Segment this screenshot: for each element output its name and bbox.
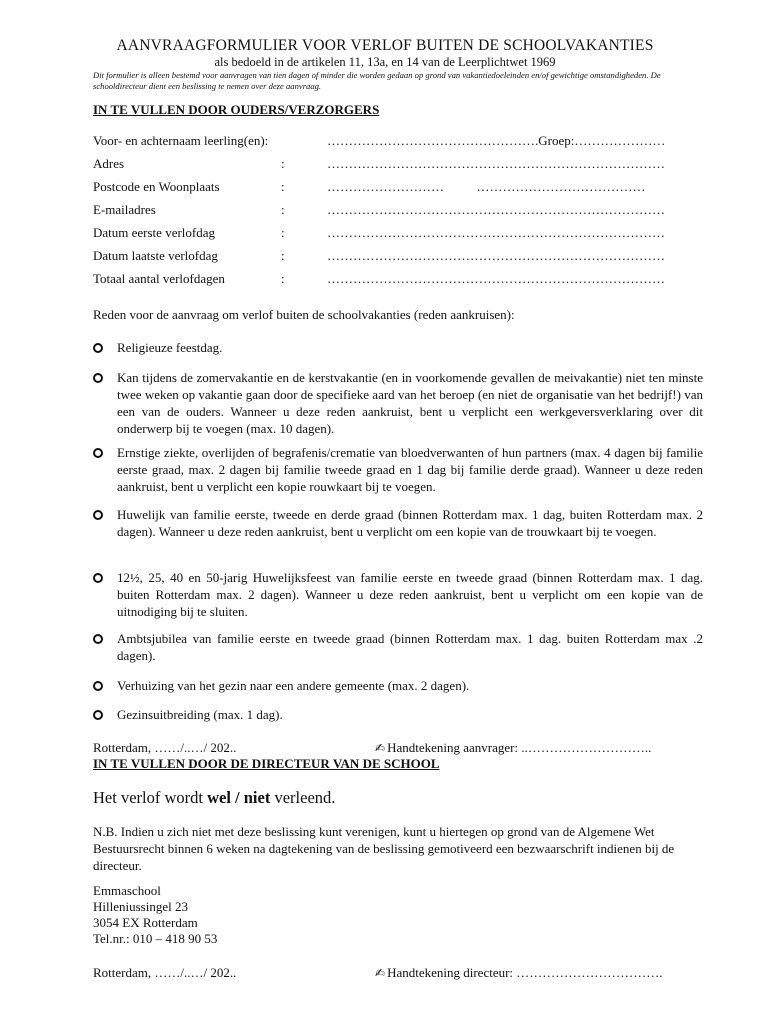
field-colon: :	[281, 179, 285, 194]
radio-circle-icon[interactable]	[93, 710, 103, 720]
director-section-heading: IN TE VULLEN DOOR DE DIRECTEUR VAN DE SCHOOL	[93, 756, 440, 771]
objection-note: N.B. Indien u zich niet met deze beslissing kunt verenigen, kunt u hiertegen op grond van de Algemene Wet Bestuursrecht binnen 6 weken na dagtekening van de beslissing gemotiveerd een bezwaarschrift indienen bij de directeur.	[93, 824, 675, 873]
school-postcode-city: 3054 EX Rotterdam	[93, 915, 198, 930]
field-postcode-city[interactable]	[93, 179, 693, 197]
field-fill-line[interactable]: ……………………………………………………………………	[327, 248, 665, 263]
place-date-field[interactable]: Rotterdam, ……/..…/ 202..	[93, 965, 237, 980]
field-label: Voor- en achternaam leerling(en):	[93, 133, 269, 148]
field-colon: :	[281, 156, 285, 171]
field-fill-line[interactable]: ……………………………………………………………………	[327, 225, 665, 240]
reason-intro: Reden voor de aanvraag om verlof buiten de schoolvakanties (reden aankruisen):	[93, 307, 515, 322]
decision-post: verleend.	[270, 788, 336, 807]
field-label: Datum eerste verlofdag	[93, 225, 216, 240]
applicant-signature-field[interactable]	[375, 740, 651, 756]
applicant-signature-line	[93, 740, 703, 757]
signature-label: Handtekening aanvrager: ..………………………..	[387, 740, 652, 755]
field-fill-line[interactable]: ……………………………………………………………………	[327, 156, 665, 171]
signature-label: Handtekening directeur: …………………………….	[387, 965, 663, 980]
reason-text: Kan tijdens de zomervakantie en de kerstvakantie (en in voorkomende gevallen de meivakantie) niet ten minste twee weken op vakantie gaan door de specifieke aard van het beroep (en niet de organisatie van het bedrijf!) van een van de ouders. Wanneer u deze reden aankruist, bent u verplicht een werkgeversverklaring over dit onderwerp bij te voegen (max. 10 dagen).	[117, 370, 703, 436]
director-signature-field[interactable]	[375, 965, 663, 981]
decision-statement	[93, 788, 335, 808]
pen-icon: ✍	[375, 966, 386, 980]
field-colon: :	[281, 225, 285, 240]
decision-choice[interactable]: wel / niet	[207, 788, 271, 807]
field-colon: :	[281, 271, 285, 286]
decision-pre: Het verlof wordt	[93, 788, 208, 807]
reason-text: Ambtsjubilea van familie eerste en tweede graad (binnen Rotterdam max. 1 dag. buiten Rotterdam max .2 dagen).	[117, 631, 703, 663]
school-street: Hilleniussingel 23	[93, 899, 188, 914]
radio-circle-icon[interactable]	[93, 373, 103, 383]
radio-circle-icon[interactable]	[93, 634, 103, 644]
field-student-name[interactable]	[93, 133, 693, 151]
field-address[interactable]	[93, 156, 693, 174]
school-address	[93, 883, 217, 947]
field-last-leave-day[interactable]	[93, 248, 693, 266]
field-label: Postcode en Woonplaats	[93, 179, 220, 194]
field-fill-line[interactable]: ……………………………………………………………………	[327, 202, 665, 217]
radio-circle-icon[interactable]	[93, 573, 103, 583]
school-phone: Tel.nr.: 010 – 418 90 53	[93, 931, 218, 946]
field-fill-line[interactable]: ………………………………………….Groep:…………………	[327, 133, 666, 148]
field-colon: :	[281, 248, 285, 263]
field-label: Datum laatste verlofdag	[93, 248, 218, 263]
school-name: Emmaschool	[93, 883, 161, 898]
field-label: Totaal aantal verlofdagen	[93, 271, 225, 286]
field-email[interactable]	[93, 202, 693, 220]
field-label: Adres	[93, 156, 125, 171]
form-intro: Dit formulier is alleen bestemd voor aanvragen van tien dagen of minder die worden gedaan op grond van vakantiedoeleinden en/of gewichtige omstandigheden. De schooldirecteur dient een beslissing te nemen over deze aanvraag.	[93, 70, 661, 91]
director-signature-line	[93, 965, 703, 982]
reason-text: Ernstige ziekte, overlijden of begrafenis/crematie van bloedverwanten of hun partners (max. 4 dagen bij familie eerste graad, max. 2 dagen bij familie tweede graad en 1 dag bij familie derde graad). Wanneer u deze reden aankruist, bent u verplicht een kopie rouwkaart bij te voegen.	[117, 445, 703, 494]
field-label: E-mailadres	[93, 202, 156, 217]
field-fill-line[interactable]: ……………………… …………………………………	[327, 179, 646, 194]
radio-circle-icon[interactable]	[93, 510, 103, 520]
field-fill-line[interactable]: ……………………………………………………………………	[327, 271, 665, 286]
reason-text: Religieuze feestdag.	[117, 340, 223, 355]
field-colon: :	[281, 202, 285, 217]
reason-text: Gezinsuitbreiding (max. 1 dag).	[117, 707, 283, 722]
reason-text: 12½, 25, 40 en 50-jarig Huwelijksfeest van familie eerste en tweede graad (binnen Rotterdam max. 1 dag. buiten Rotterdam max. 2 dagen). Wanneer u deze reden aankruist, bent u verplicht om een kopie van de uitnodiging bij te sluiten.	[117, 570, 703, 619]
radio-circle-icon[interactable]	[93, 343, 103, 353]
field-first-leave-day[interactable]	[93, 225, 693, 243]
parents-section-heading: IN TE VULLEN DOOR OUDERS/VERZORGERS	[93, 102, 380, 117]
radio-circle-icon[interactable]	[93, 448, 103, 458]
form-subtitle: als bedoeld in de artikelen 11, 13a, en 14 van de Leerplichtwet 1969	[214, 55, 556, 69]
reason-text: Verhuizing van het gezin naar een andere gemeente (max. 2 dagen).	[117, 678, 470, 693]
reason-text: Huwelijk van familie eerste, tweede en derde graad (binnen Rotterdam max. 1 dag, buiten Rotterdam max. 2 dagen). Wanneer u deze reden aankruist, bent u verplicht om een kopie van de trouwkaart bij te voegen.	[117, 507, 703, 539]
field-total-leave-days[interactable]	[93, 271, 693, 289]
radio-circle-icon[interactable]	[93, 681, 103, 691]
pen-icon: ✍	[375, 741, 386, 755]
place-date-field[interactable]: Rotterdam, ……/..…/ 202..	[93, 740, 237, 755]
form-title: AANVRAAGFORMULIER VOOR VERLOF BUITEN DE SCHOOLVAKANTIES	[116, 37, 654, 54]
